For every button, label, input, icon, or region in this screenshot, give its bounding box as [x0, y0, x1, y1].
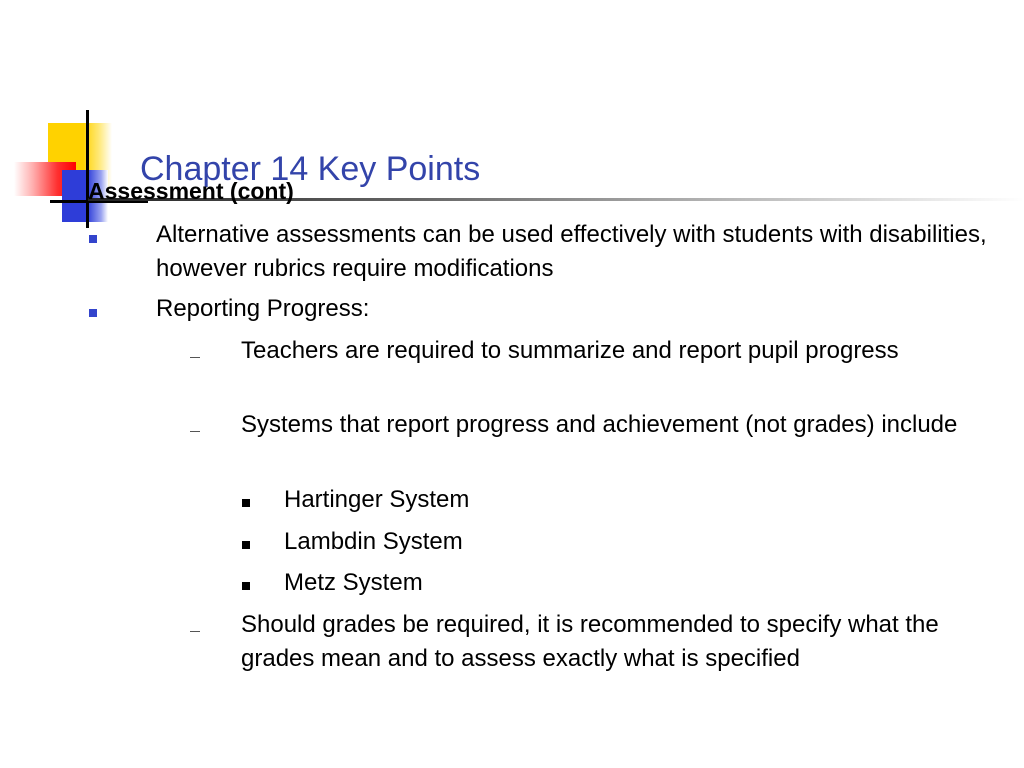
square-bullet-icon — [242, 582, 250, 590]
subbullet-item: Systems that report progress and achievement (not grades) include — [241, 411, 958, 438]
subbullet-item: Should grades be required, it is recommended to specify what the grades mean and to assess exactly what is specified — [241, 611, 939, 672]
dash-bullet-icon — [190, 431, 200, 432]
bullet-item: Reporting Progress: — [156, 295, 370, 322]
subbullet-item: Teachers are required to summarize and report pupil progress — [241, 337, 899, 364]
system-item: Lambdin System — [284, 528, 463, 555]
slide-title: Chapter 14 Key Points — [140, 150, 481, 188]
bullet-square-icon — [89, 309, 97, 317]
bullet-item: Alternative assessments can be used effectively with students with disabilities, however rubrics require modifications — [156, 221, 987, 282]
bullet-square-icon — [89, 235, 97, 243]
slide-subtitle: Assessment (cont) — [88, 178, 294, 204]
logo-vertical-bar — [86, 110, 89, 228]
square-bullet-icon — [242, 541, 250, 549]
system-item: Metz System — [284, 569, 423, 596]
square-bullet-icon — [242, 499, 250, 507]
system-item: Hartinger System — [284, 486, 470, 513]
dash-bullet-icon — [190, 631, 200, 632]
dash-bullet-icon — [190, 357, 200, 358]
